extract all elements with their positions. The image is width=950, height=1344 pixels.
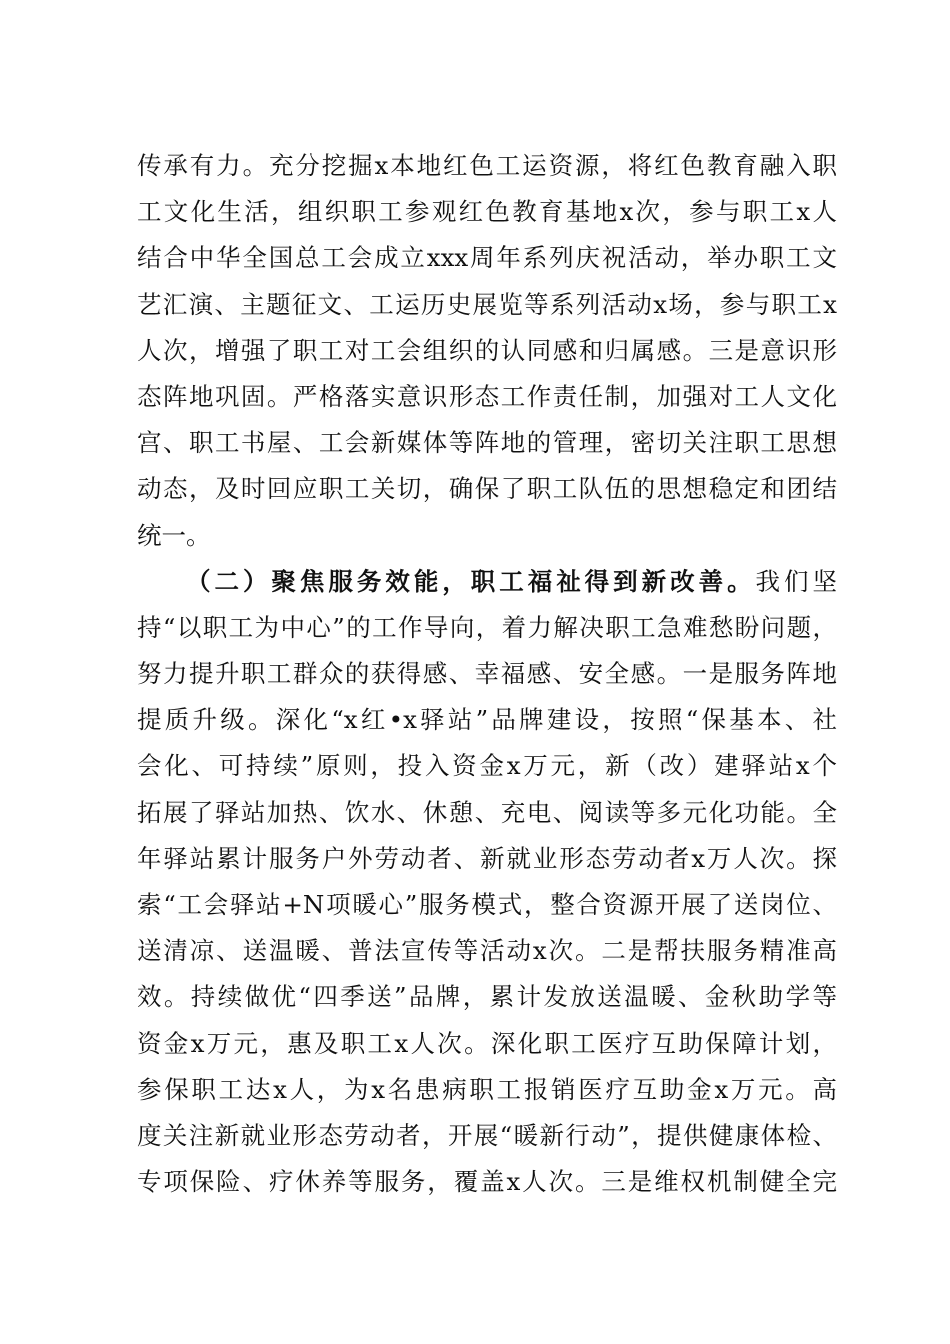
text-line: 度关注新就业形态劳动者，开展“暖新行动”，提供健康体检、 xyxy=(137,1120,837,1150)
paragraph-1 xyxy=(137,143,837,559)
text-line: 艺汇演、主题征文、工运历史展览等系列活动x场，参与职工x xyxy=(137,289,837,319)
text-line: 态阵地巩固。严格落实意识形态工作责任制，加强对工人文化 xyxy=(137,381,837,411)
section-heading: （二）聚焦服务效能，职工福祉得到新改善。 xyxy=(186,566,756,596)
text-line: 传承有力。充分挖掘x本地红色工运资源，将红色教育融入职 xyxy=(137,151,837,180)
text-line: 索“工会驿站+N项暖心”服务模式，整合资源开展了送岗位、 xyxy=(137,890,837,919)
text-line: 会化、可持续”原则，投入资金x万元，新（改）建驿站x个 xyxy=(137,751,837,781)
text-line: 努力提升职工群众的获得感、幸福感、安全感。一是服务阵地 xyxy=(137,659,837,689)
text-line: 效。持续做优“四季送”品牌，累计发放送温暖、金秋助学等 xyxy=(137,982,837,1012)
text-line: 宫、职工书屋、工会新媒体等阵地的管理，密切关注职工思想 xyxy=(137,428,837,458)
text-line: 年驿站累计服务户外劳动者、新就业形态劳动者x万人次。探 xyxy=(137,843,837,873)
text-line: 资金x万元，惠及职工x人次。深化职工医疗互助保障计划， xyxy=(137,1028,837,1058)
text-line: 专项保险、疗休养等服务，覆盖x人次。三是维权机制健全完 xyxy=(137,1167,837,1197)
text-line: 人次，增强了职工对工会组织的认同感和归属感。三是意识形 xyxy=(137,335,837,365)
text-line: 统一。 xyxy=(137,520,211,550)
text-line: 参保职工达x人，为x名患病职工报销医疗互助金x万元。高 xyxy=(137,1074,837,1104)
body-text xyxy=(137,143,837,1205)
text-line: 动态，及时回应职工关切，确保了职工队伍的思想稳定和团结 xyxy=(137,474,837,504)
text-line: 拓展了驿站加热、饮水、休憩、充电、阅读等多元化功能。全 xyxy=(137,797,837,827)
text-line: 结合中华全国总工会成立xxx周年系列庆祝活动，举办职工文 xyxy=(137,243,837,273)
text-run: 我们坚 xyxy=(755,566,837,596)
text-line-first xyxy=(137,559,837,605)
text-line: 提质升级。深化“x红•x驿站”品牌建设，按照“保基本、社 xyxy=(137,705,837,735)
paragraph-2 xyxy=(137,559,837,1206)
text-line: 送清凉、送温暖、普法宣传等活动x次。二是帮扶服务精准高 xyxy=(137,936,837,966)
text-line: 工文化生活，组织职工参观红色教育基地x次，参与职工x人 xyxy=(137,197,837,227)
text-line: 持“以职工为中心”的工作导向，着力解决职工急难愁盼问题， xyxy=(137,612,837,642)
